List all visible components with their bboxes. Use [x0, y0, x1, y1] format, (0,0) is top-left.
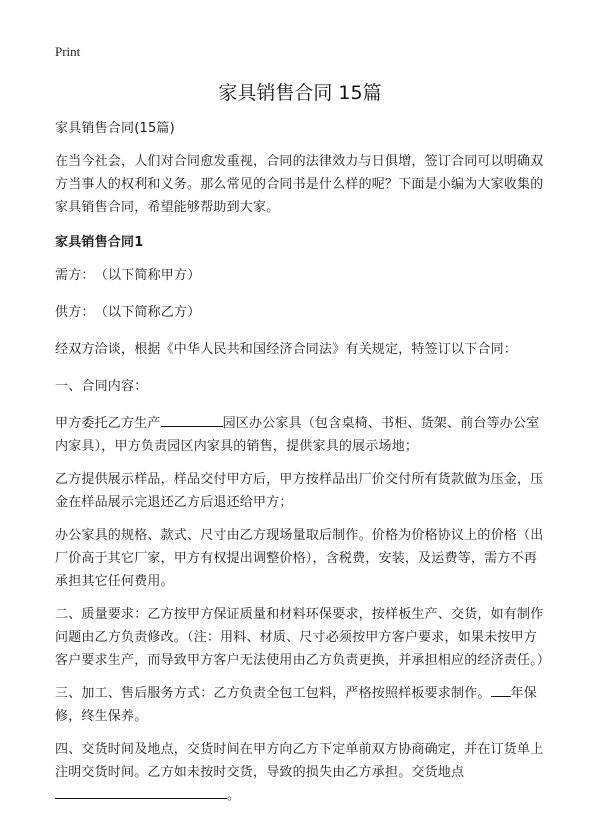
clause-1-paragraph-2: 乙方提供展示样品，样品交付甲方后，甲方按样品出厂价交付所有货款做为压金，压金在样品展示完退还乙方后退还给甲方； [55, 472, 544, 510]
clause-1-paragraph-1 [55, 412, 547, 458]
clause-2-paragraph: 二、质量要求：乙方按甲方保证质量和材料环保要求，按样板生产、交货，如有制作问题由乙方负责修改。（注：用料、材质、尺寸必须按甲方客户要求，如果未按甲方客户要求生产，而导致甲方客户无法使用由乙方负责更换，并承担相应的经济责任。） [55, 607, 551, 668]
clause-4-paragraph [55, 738, 547, 807]
clause-3-text-after: 年保修，终生保养。 [55, 686, 538, 724]
print-link[interactable]: Print [55, 44, 81, 59]
document-subtitle: 家具销售合同(15篇) [55, 121, 175, 136]
blank-underline [161, 412, 223, 427]
intro-paragraph: 在当今社会，人们对合同愈发重视，合同的法律效力与日俱增，签订合同可以明确双方当事人的权利和义务。那么常见的合同书是什么样的呢？下面是小编为大家收集的家具销售合同，希望能够帮助到大家。 [55, 154, 544, 215]
clause-4-text-before: 四、交货时间及地点，交货时间在甲方向乙方下定单前双方协商确定，并在订货单上注明交货时间。乙方如未按时交货，导致的损失由乙方承担。交货地点 [55, 742, 544, 780]
clause-1-text-before: 甲方委托乙方生产 [55, 416, 161, 431]
document-body [55, 117, 551, 817]
clause-3-paragraph [55, 682, 547, 728]
clause-1-paragraph-3: 办公家具的规格、款式、尺寸由乙方现场量取后制作。价格为价格协议上的价格（出厂价高于其它厂家，甲方有权提出调整价格），含税费，安装，及运费等，需方不再承担其它任何费用。 [55, 528, 544, 589]
clause-3-text-before: 三、加工、售后服务方式：乙方负责全包工包料，严格按照样板要求制作。 [55, 686, 491, 701]
buyer-line: 需方： （以下简称甲方） [55, 268, 201, 283]
blank-underline [491, 682, 511, 697]
clause-1-title: 一、合同内容： [55, 379, 148, 394]
blank-underline [55, 784, 227, 799]
page-title: 家具销售合同 15篇 [218, 82, 382, 104]
clause-1-text-after: 园区办公家具（包含桌椅、书柜、货架、前台等办公室内家具），甲方负责园区内家具的销售，提供家具的展示场地； [55, 416, 540, 454]
supplier-line: 供方： （以下简称乙方） [55, 305, 201, 320]
preamble-paragraph: 经双方洽谈，根据《中华人民共和国经济合同法》有关规定，特签订以下合同： [55, 342, 518, 357]
clause-4-text-after: 。 [227, 788, 241, 803]
section-heading: 家具销售合同1 [55, 235, 144, 250]
